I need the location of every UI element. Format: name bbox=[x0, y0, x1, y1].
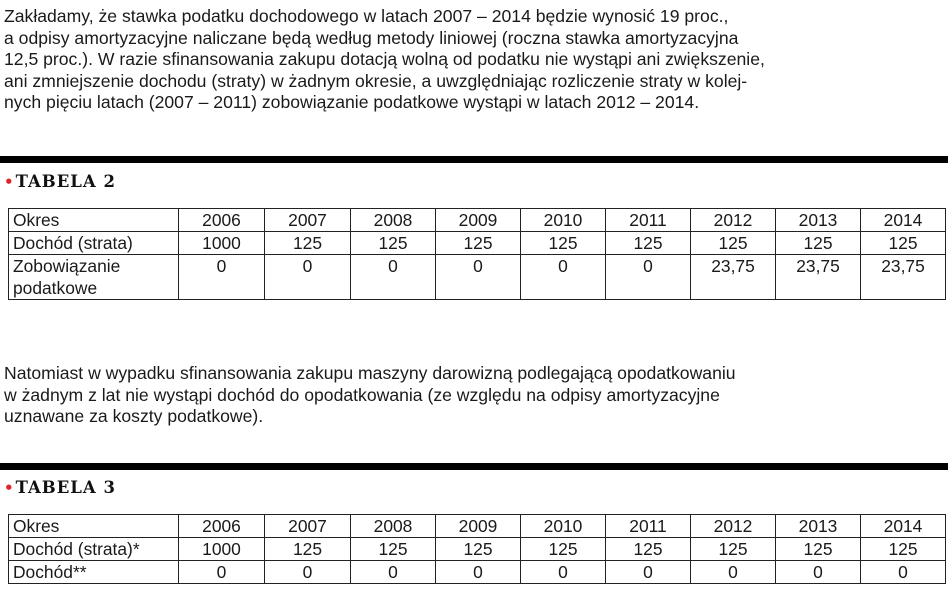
table-cell: 1000 bbox=[179, 538, 265, 561]
section-divider bbox=[0, 156, 948, 163]
table-cell: 0 bbox=[179, 255, 265, 300]
table-cell: 0 bbox=[606, 255, 691, 300]
header-cell: Okres bbox=[9, 209, 179, 232]
header-cell: 2010 bbox=[521, 209, 606, 232]
table-cell: 125 bbox=[691, 538, 776, 561]
intro-line: 12,5 proc.). W razie sfinansowania zakupu dotacją wolną od podatku nie wystąpi ani zwiększenie, bbox=[4, 49, 765, 69]
table-cell: 125 bbox=[351, 538, 436, 561]
table-cell: 125 bbox=[265, 538, 351, 561]
middle-paragraph bbox=[4, 363, 948, 428]
table-cell: 0 bbox=[521, 561, 606, 584]
intro-line: ani zmniejszenie dochodu (straty) w żadnym okresie, a uwzględniając rozliczenie straty w kolej- bbox=[4, 70, 748, 91]
table-cell: 125 bbox=[861, 538, 946, 561]
table-cell: 125 bbox=[606, 538, 691, 561]
bullet-marker-icon: • bbox=[4, 479, 15, 497]
table-cell: 0 bbox=[776, 561, 861, 584]
middle-line: w żadnym z lat nie wystąpi dochód do opodatkowania (ze względu na odpisy amortyzacyjne bbox=[4, 384, 720, 405]
header-cell: 2010 bbox=[521, 515, 606, 538]
table-cell: 125 bbox=[691, 232, 776, 255]
header-cell: 2007 bbox=[265, 209, 351, 232]
table-cell: 125 bbox=[861, 232, 946, 255]
table-cell: 125 bbox=[606, 232, 691, 255]
table-cell: 0 bbox=[436, 561, 521, 584]
table-2 bbox=[8, 208, 946, 300]
bullet-marker-icon: • bbox=[4, 173, 15, 191]
table-3-title: TABELA 3 bbox=[15, 478, 116, 497]
intro-line: nych pięciu latach (2007 – 2011) zobowiązanie podatkowe wystąpi w latach 2012 – 2014. bbox=[4, 92, 700, 112]
table-cell: 0 bbox=[606, 561, 691, 584]
table-cell: 23,75 bbox=[861, 255, 946, 300]
header-cell: 2011 bbox=[606, 515, 691, 538]
header-cell: 2006 bbox=[179, 515, 265, 538]
table-3 bbox=[8, 514, 946, 584]
intro-line: Zakładamy, że stawka podatku dochodowego w latach 2007 – 2014 będzie wynosić 19 proc., bbox=[4, 6, 729, 26]
table-cell: 125 bbox=[351, 232, 436, 255]
header-cell: 2007 bbox=[265, 515, 351, 538]
table-cell: 23,75 bbox=[691, 255, 776, 300]
table-cell: 0 bbox=[179, 561, 265, 584]
header-cell: 2012 bbox=[691, 515, 776, 538]
header-cell: 2014 bbox=[861, 515, 946, 538]
middle-line: Natomiast w wypadku sfinansowania zakupu maszyny darowizną podlegającą opodatkowaniu bbox=[4, 363, 736, 383]
header-cell: 2012 bbox=[691, 209, 776, 232]
table-cell: 125 bbox=[776, 232, 861, 255]
table-cell: 0 bbox=[265, 561, 351, 584]
table-cell: 125 bbox=[776, 538, 861, 561]
table-cell: 0 bbox=[861, 561, 946, 584]
header-cell: 2009 bbox=[436, 209, 521, 232]
table-cell: 0 bbox=[691, 561, 776, 584]
table-2-title: TABELA 2 bbox=[15, 172, 116, 191]
row-label: Dochód (strata) bbox=[9, 232, 179, 255]
table-row bbox=[9, 538, 946, 561]
section-divider bbox=[0, 463, 948, 470]
table-header-row bbox=[9, 515, 946, 538]
header-cell: 2008 bbox=[351, 515, 436, 538]
row-label: Dochód (strata)* bbox=[9, 538, 179, 561]
row-label: Zobowiązanie podatkowe bbox=[9, 255, 179, 300]
header-cell: 2013 bbox=[776, 209, 861, 232]
header-cell: 2009 bbox=[436, 515, 521, 538]
table-cell: 125 bbox=[436, 232, 521, 255]
header-cell: 2008 bbox=[351, 209, 436, 232]
table-row bbox=[9, 232, 946, 255]
table-cell: 0 bbox=[351, 561, 436, 584]
row-label: Dochód** bbox=[9, 561, 179, 584]
table-cell: 125 bbox=[521, 232, 606, 255]
table-row bbox=[9, 255, 946, 300]
header-cell: 2006 bbox=[179, 209, 265, 232]
table-2-caption bbox=[4, 172, 116, 191]
header-cell: 2011 bbox=[606, 209, 691, 232]
table-3-caption bbox=[4, 478, 116, 497]
table-cell: 125 bbox=[521, 538, 606, 561]
header-cell: Okres bbox=[9, 515, 179, 538]
table-cell: 0 bbox=[521, 255, 606, 300]
table-header-row bbox=[9, 209, 946, 232]
table-row bbox=[9, 561, 946, 584]
header-cell: 2014 bbox=[861, 209, 946, 232]
table-cell: 0 bbox=[436, 255, 521, 300]
table-cell: 125 bbox=[436, 538, 521, 561]
header-cell: 2013 bbox=[776, 515, 861, 538]
table-cell: 0 bbox=[265, 255, 351, 300]
intro-line: a odpisy amortyzacyjne naliczane będą według metody liniowej (roczna stawka amortyzacyjna bbox=[4, 27, 739, 48]
middle-line: uznawane za koszty podatkowe). bbox=[4, 406, 264, 426]
intro-paragraph bbox=[4, 6, 948, 114]
table-cell: 0 bbox=[351, 255, 436, 300]
table-cell: 125 bbox=[265, 232, 351, 255]
table-cell: 1000 bbox=[179, 232, 265, 255]
table-cell: 23,75 bbox=[776, 255, 861, 300]
